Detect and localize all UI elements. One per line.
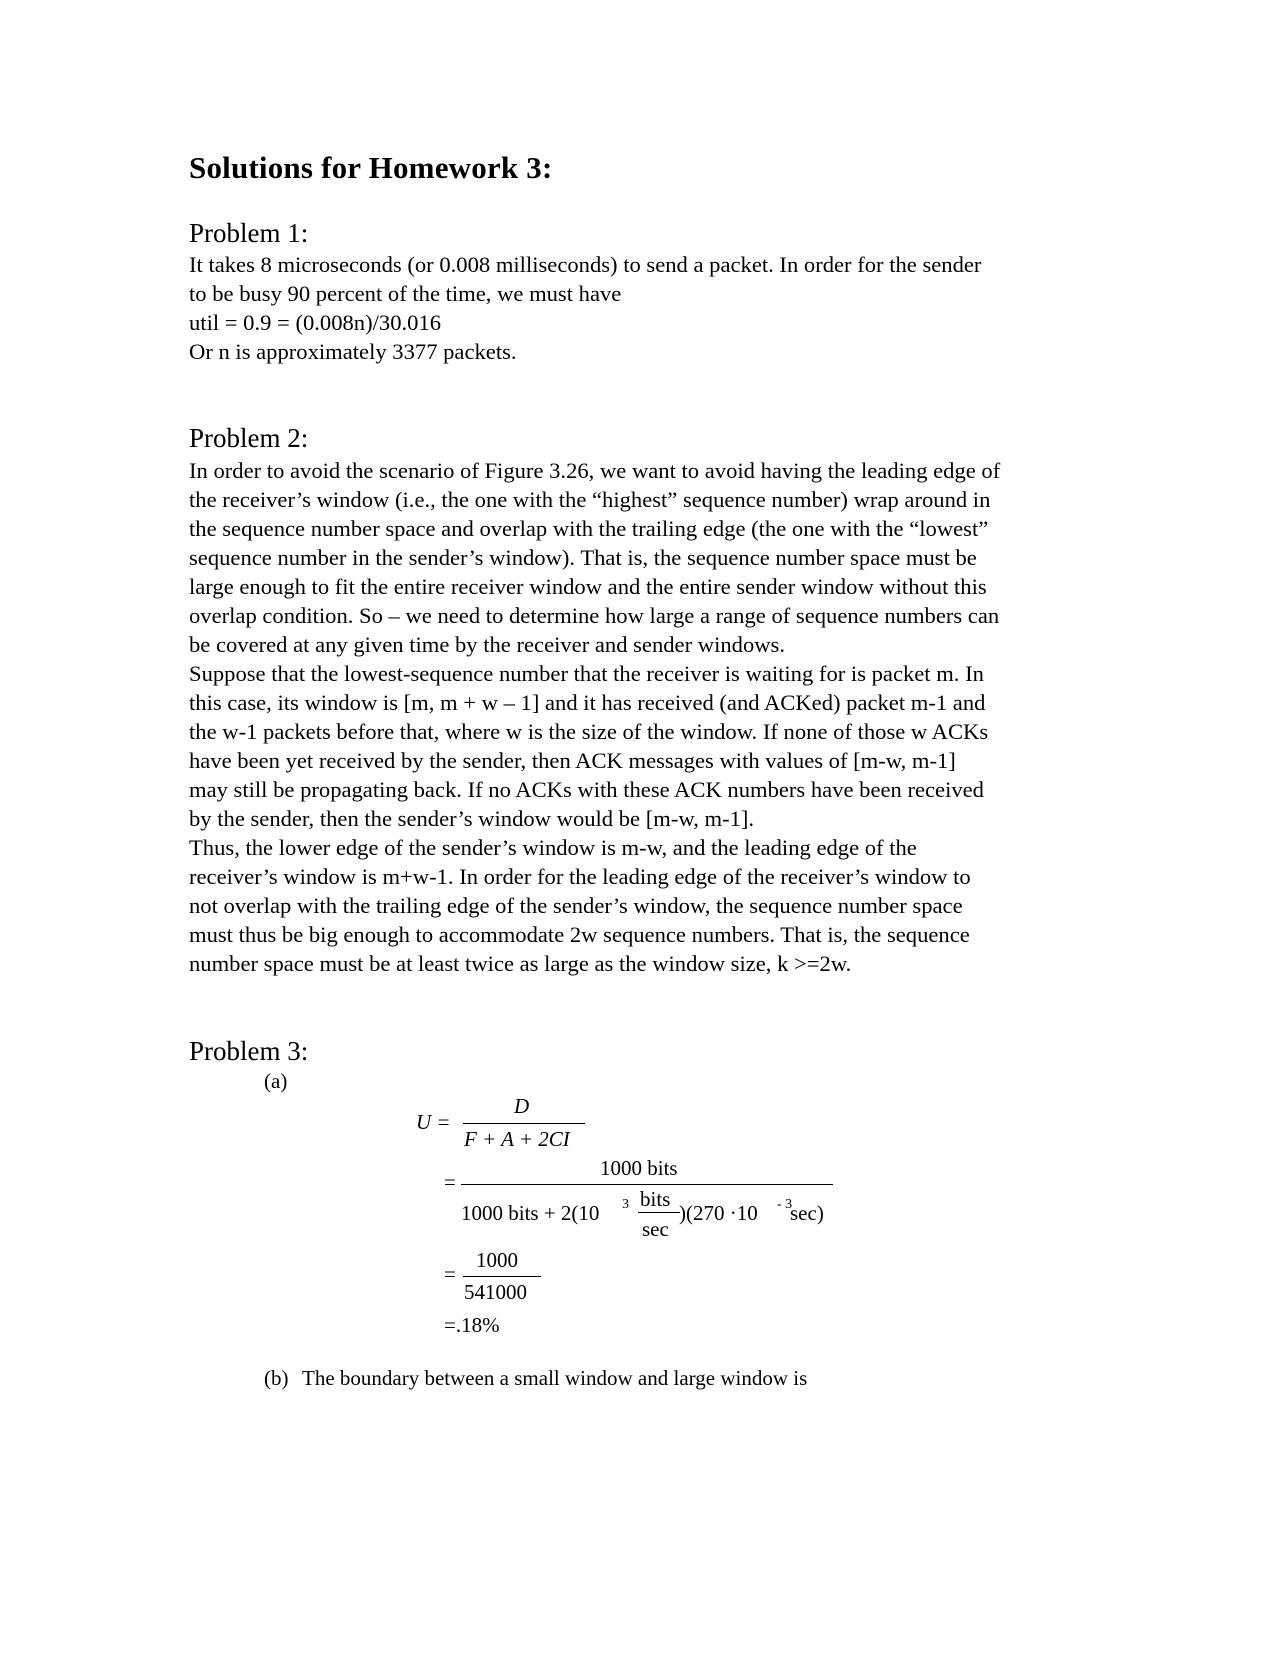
eq2-unit-denominator: sec xyxy=(642,1217,669,1241)
eq3-equals: = xyxy=(444,1262,456,1286)
text-line: not overlap with the trailing edge of the sender’s window, the sequence number space xyxy=(189,893,963,918)
problem-2-text xyxy=(189,456,1119,978)
problem-2-heading: Problem 2: xyxy=(189,423,309,453)
text-line: util = 0.9 = (0.008n)/30.016 xyxy=(189,310,442,335)
eq2-exponent-2: - 3 xyxy=(777,1197,793,1212)
eq2-denominator-part-b: )(270 ·10 xyxy=(679,1201,758,1225)
eq3-numerator: 1000 xyxy=(476,1248,518,1272)
eq2-denominator-part-a: 1000 bits + 2(10 xyxy=(461,1201,600,1225)
document-title: Solutions for Homework 3: xyxy=(189,150,553,185)
eq3-fraction-bar xyxy=(463,1276,541,1277)
eq4-result: =.18% xyxy=(444,1313,500,1337)
eq2-unit-fraction-bar xyxy=(638,1212,680,1213)
problem-3-heading: Problem 3: xyxy=(189,1036,309,1066)
text-line: have been yet received by the sender, then ACK messages with values of [m-w, m-1] xyxy=(189,748,956,773)
eq2-exponent-1: 3 xyxy=(622,1197,629,1212)
text-line: overlap condition. So – we need to determine how large a range of sequence numbers can xyxy=(189,603,1000,628)
text-line: the w-1 packets before that, where w is the size of the window. If none of those w ACKs xyxy=(189,719,989,744)
text-line: may still be propagating back. If no ACKs with these ACK numbers have been received xyxy=(189,777,984,802)
eq1-numerator: D xyxy=(514,1094,530,1118)
text-line: this case, its window is [m, m + w – 1] and it has received (and ACKed) packet m-1 and xyxy=(189,690,986,715)
text-line: the sequence number space and overlap with the trailing edge (the one with the “lowest” xyxy=(189,516,989,541)
text-line: sequence number in the sender’s window). That is, the sequence number space must be xyxy=(189,545,977,570)
text-line: number space must be at least twice as large as the window size, k >=2w. xyxy=(189,951,852,976)
text-line: Suppose that the lowest-sequence number that the receiver is waiting for is packet m. In xyxy=(189,661,984,686)
text-line: must thus be big enough to accommodate 2w sequence numbers. That is, the sequence xyxy=(189,922,970,947)
part-b-text: The boundary between a small window and large window is xyxy=(302,1366,808,1390)
text-line: Or n is approximately 3377 packets. xyxy=(189,339,517,364)
eq1-denominator: F + A + 2CI xyxy=(464,1127,570,1151)
text-line: by the sender, then the sender’s window would be [m-w, m-1]. xyxy=(189,806,755,831)
eq1-lhs: U = xyxy=(416,1110,451,1134)
text-line: receiver’s window is m+w-1. In order for the leading edge of the receiver’s window to xyxy=(189,864,971,889)
problem-1-heading: Problem 1: xyxy=(189,218,309,248)
eq2-equals: = xyxy=(444,1170,456,1194)
text-line: be covered at any given time by the receiver and sender windows. xyxy=(189,632,785,657)
text-line: It takes 8 microseconds (or 0.008 milliseconds) to send a packet. In order for the sender xyxy=(189,252,982,277)
eq3-denominator: 541000 xyxy=(464,1280,527,1304)
text-line: large enough to fit the entire receiver window and the entire sender window without this xyxy=(189,574,987,599)
eq2-numerator: 1000 bits xyxy=(600,1156,678,1180)
text-line: the receiver’s window (i.e., the one with the “highest” sequence number) wrap around in xyxy=(189,487,991,512)
part-b-label: (b) xyxy=(264,1366,289,1390)
eq2-fraction-bar xyxy=(461,1184,833,1185)
text-line: In order to avoid the scenario of Figure 3.26, we want to avoid having the leading edge of xyxy=(189,458,1001,483)
text-line: to be busy 90 percent of the time, we must have xyxy=(189,281,622,306)
problem-1-text xyxy=(189,250,1119,366)
text-line: Thus, the lower edge of the sender’s window is m-w, and the leading edge of the xyxy=(189,835,917,860)
eq2-unit-numerator: bits xyxy=(640,1187,671,1211)
eq1-fraction-bar xyxy=(463,1123,585,1124)
eq2-denominator-part-c: sec) xyxy=(790,1201,824,1225)
part-a-label: (a) xyxy=(264,1069,288,1093)
